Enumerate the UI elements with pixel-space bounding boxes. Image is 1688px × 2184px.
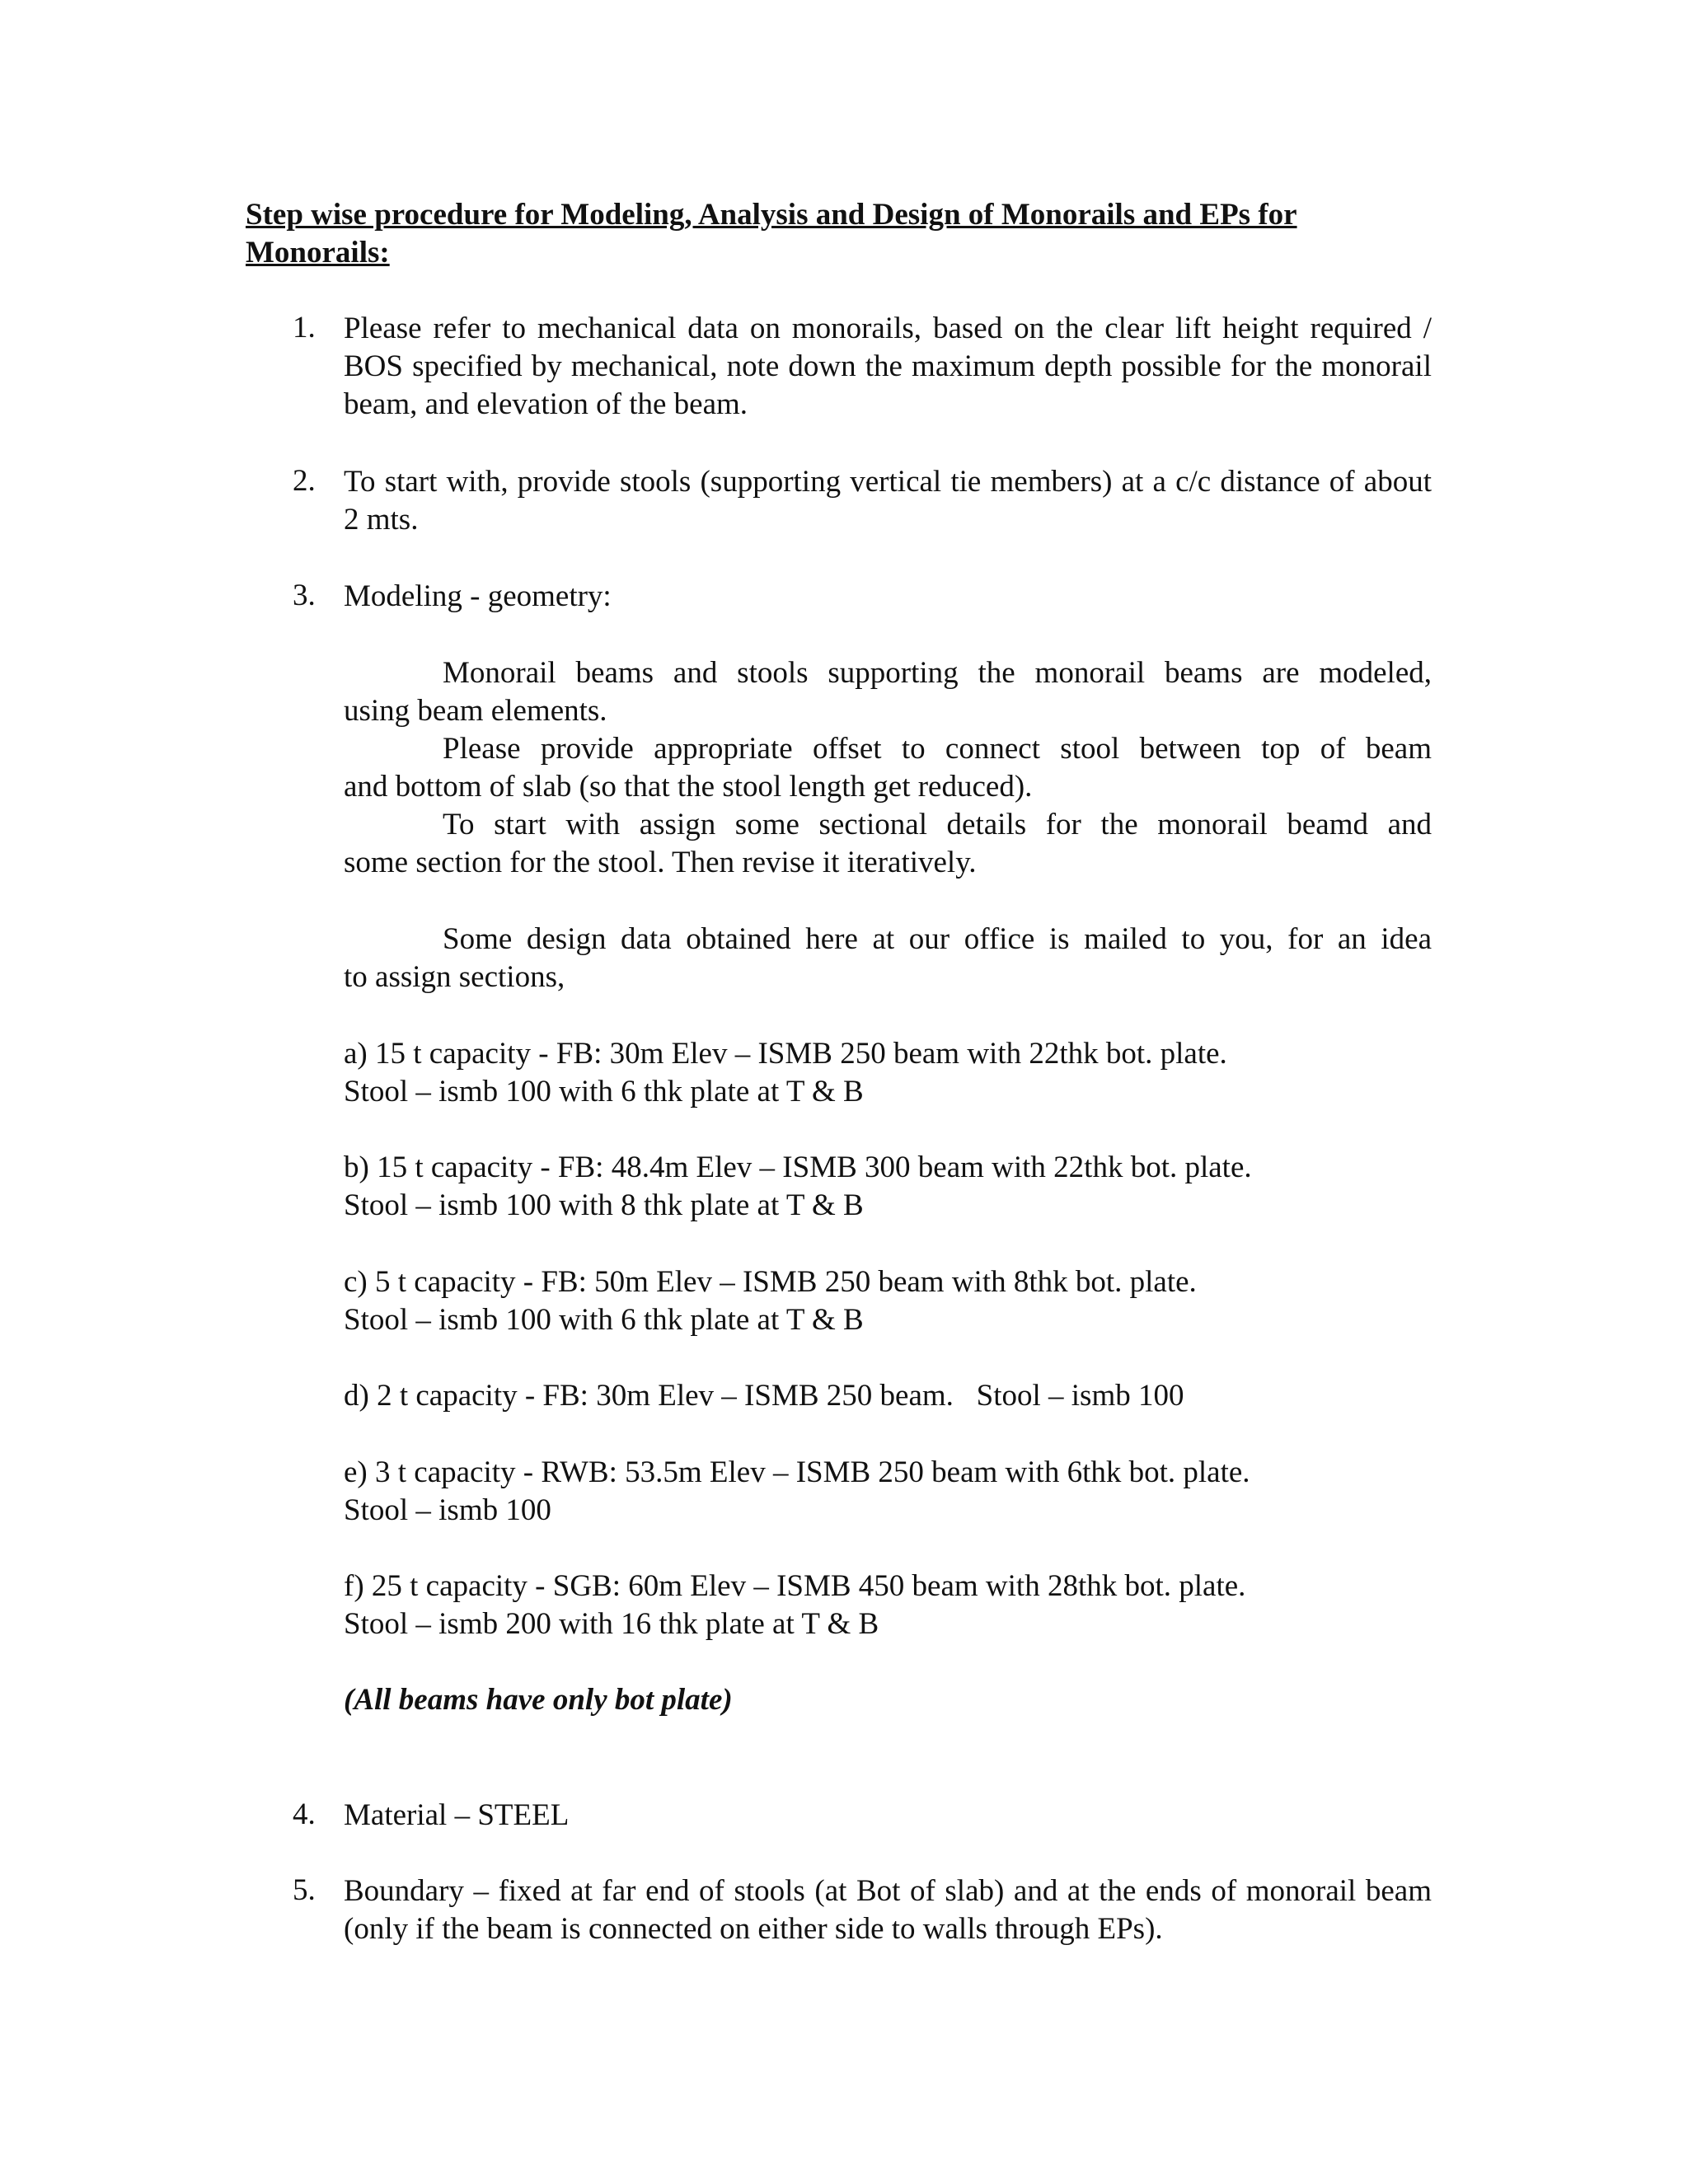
design-item-f-line-1: f) 25 t capacity - SGB: 60m Elev – ISMB 450 beam with 28thk bot. plate. (344, 1569, 1246, 1603)
design-item-f-line-2: Stool – ismb 200 with 16 thk plate at T & B (344, 1607, 879, 1641)
modeling-paragraph-4-rest: to assign sections, (344, 960, 565, 994)
design-item-c-line-1: c) 5 t capacity - FB: 50m Elev – ISMB 250 beam with 8thk bot. plate. (344, 1265, 1197, 1299)
modeling-paragraph-3-rest: some section for the stool. Then revise it iteratively. (344, 846, 977, 879)
step-3-text: Modeling - geometry: (344, 579, 612, 613)
modeling-paragraph-2-rest: and bottom of slab (so that the stool length get reduced). (344, 770, 1033, 804)
step-4-text: Material – STEEL (344, 1798, 570, 1832)
step-5-number: 5. (293, 1873, 316, 1907)
design-item-b-line-1: b) 15 t capacity - FB: 48.4m Elev – ISMB 300 beam with 22thk bot. plate. (344, 1151, 1252, 1184)
design-item-e-line-2: Stool – ismb 100 (344, 1493, 551, 1527)
step-1-text: Please refer to mechanical data on monorails, based on the clear lift height required / BOS specified by mechanical, note down the maximum depth possible for the monorail beam, and elevation of the beam. (344, 312, 1432, 421)
modeling-paragraph-3-first-line: To start with assign some sectional details for the monorail beamd and (443, 808, 1432, 841)
modeling-paragraph-2-first-line: Please provide appropriate offset to connect stool between top of beam (443, 732, 1432, 766)
design-item-a-line-1: a) 15 t capacity - FB: 30m Elev – ISMB 250 beam with 22thk bot. plate. (344, 1037, 1227, 1071)
step-4-number: 4. (293, 1797, 316, 1831)
modeling-paragraph-1-rest: using beam elements. (344, 694, 607, 728)
design-item-c-line-2: Stool – ismb 100 with 6 thk plate at T & B (344, 1303, 864, 1337)
bot-plate-note: (All beams have only bot plate) (344, 1683, 733, 1717)
modeling-paragraph-4-first-line: Some design data obtained here at our office is mailed to you, for an idea (443, 922, 1432, 956)
document-title: Step wise procedure for Modeling, Analysis and Design of Monorails and EPs for Monorails: (246, 198, 1297, 269)
design-item-e-line-1: e) 3 t capacity - RWB: 53.5m Elev – ISMB 250 beam with 6thk bot. plate. (344, 1455, 1250, 1489)
design-item-a-line-2: Stool – ismb 100 with 6 thk plate at T & B (344, 1075, 864, 1108)
step-1-number: 1. (293, 311, 316, 344)
step-2-number: 2. (293, 464, 316, 498)
step-5-text: Boundary – fixed at far end of stools (at Bot of slab) and at the ends of monorail beam (only if the beam is connected on either side to walls through EPs). (344, 1874, 1432, 1946)
step-3-number: 3. (293, 579, 316, 612)
step-2-text: To start with, provide stools (supporting vertical tie members) at a c/c distance of about 2 mts. (344, 465, 1432, 537)
design-item-d-line-1: d) 2 t capacity - FB: 30m Elev – ISMB 250 beam. Stool – ismb 100 (344, 1379, 1184, 1413)
modeling-paragraph-1-first-line: Monorail beams and stools supporting the monorail beams are modeled, (443, 656, 1432, 690)
design-item-b-line-2: Stool – ismb 100 with 8 thk plate at T & B (344, 1188, 864, 1222)
